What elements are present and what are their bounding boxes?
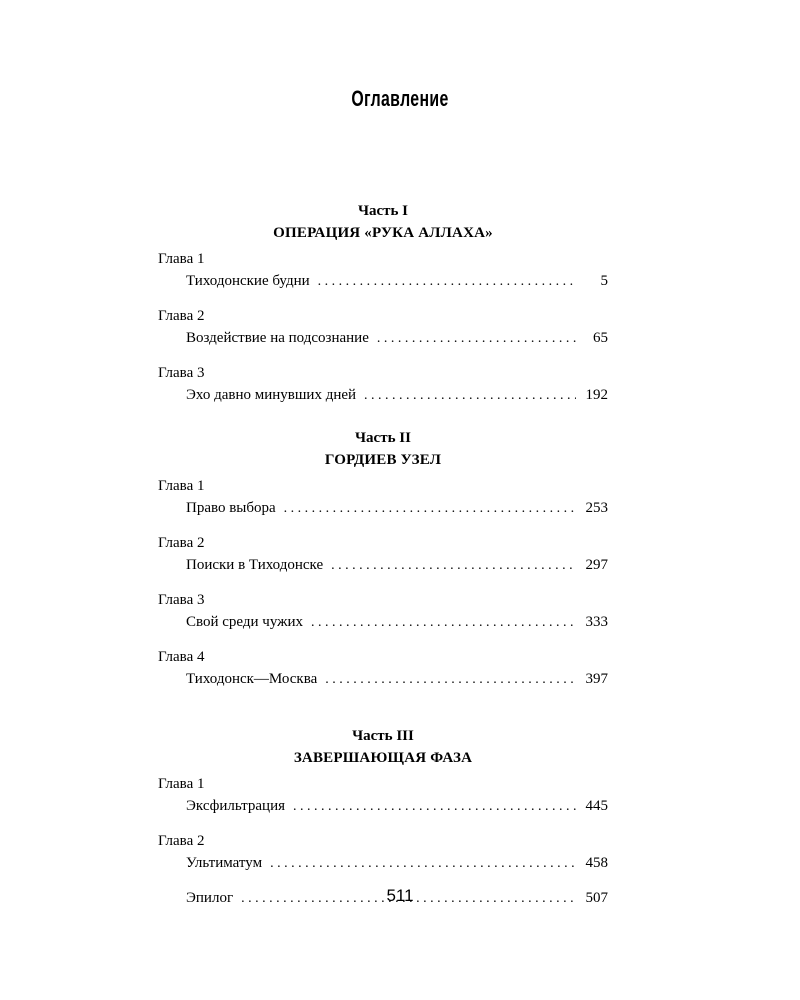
dot-leader	[325, 669, 576, 691]
part-name: ГОРДИЕВ УЗЕЛ	[324, 452, 442, 468]
toc-entry	[158, 668, 608, 690]
chapter-title: Свой среди чужих	[186, 614, 304, 630]
chapter	[158, 362, 608, 406]
chapter-label: Глава 3	[158, 592, 205, 608]
toc-entry	[158, 795, 608, 817]
chapter-label: Глава 1	[158, 251, 205, 267]
chapter-label: Глава 4	[158, 649, 205, 665]
chapter	[158, 305, 608, 349]
chapter-page: 297	[585, 557, 608, 573]
toc-entry	[158, 554, 608, 576]
part-heading	[158, 725, 608, 769]
dot-leader	[331, 555, 576, 577]
chapter-page: 397	[585, 671, 608, 687]
chapter-title: Воздействие на подсознание	[186, 330, 369, 346]
chapter	[158, 532, 608, 576]
dot-leader	[318, 271, 576, 293]
part-heading	[158, 427, 608, 471]
dot-leader	[284, 498, 576, 520]
chapter-page: 333	[585, 614, 608, 630]
chapter-label: Глава 2	[158, 308, 205, 324]
dot-leader	[311, 612, 576, 634]
chapter-label: Глава 3	[158, 365, 205, 381]
page-title: Оглавление	[351, 86, 449, 111]
chapter-title: Ультиматум	[186, 855, 263, 871]
chapter-title: Эхо давно минувших дней	[186, 387, 357, 403]
dot-leader	[377, 328, 576, 350]
chapter-page: 192	[585, 387, 608, 403]
chapter-label: Глава 1	[158, 776, 205, 792]
dot-leader	[293, 796, 576, 818]
part-number: Часть I	[357, 203, 409, 219]
part-number: Часть III	[352, 728, 414, 744]
part-name: ЗАВЕРШАЮЩАЯ ФАЗА	[293, 750, 473, 766]
toc-entry	[158, 611, 608, 633]
chapter-page: 445	[585, 798, 608, 814]
chapter-label: Глава 1	[158, 478, 205, 494]
chapter-page: 65	[593, 330, 608, 346]
chapter-page: 458	[585, 855, 608, 871]
chapter-title: Право выбора	[186, 500, 276, 516]
part-number: Часть II	[355, 430, 411, 446]
chapter-page: 253	[585, 500, 608, 516]
chapter	[158, 589, 608, 633]
chapter-label: Глава 2	[158, 535, 205, 551]
toc-entry	[158, 497, 608, 519]
dot-leader	[270, 853, 576, 875]
chapter	[158, 248, 608, 292]
chapter	[158, 830, 608, 874]
dot-leader	[364, 385, 576, 407]
chapter-title: Тиходонские будни	[186, 273, 310, 289]
part-name: ОПЕРАЦИЯ «РУКА АЛЛАХА»	[273, 225, 493, 241]
page-number: 511	[386, 886, 414, 905]
chapter-title: Эксфильтрация	[186, 798, 286, 814]
chapter-title: Тиходонск—Москва	[186, 671, 318, 687]
chapter	[158, 646, 608, 690]
toc-entry	[158, 270, 608, 292]
table-of-contents	[158, 200, 608, 909]
toc-entry	[158, 852, 608, 874]
chapter	[158, 773, 608, 817]
epilog-page: 507	[585, 890, 608, 906]
toc-entry	[158, 327, 608, 349]
chapter-label: Глава 2	[158, 833, 205, 849]
chapter	[158, 475, 608, 519]
epilog-title: Эпилог	[186, 890, 234, 906]
chapter-page: 5	[600, 273, 608, 289]
chapter-title: Поиски в Тиходонске	[186, 557, 324, 573]
toc-entry	[158, 384, 608, 406]
part-heading	[158, 200, 608, 244]
